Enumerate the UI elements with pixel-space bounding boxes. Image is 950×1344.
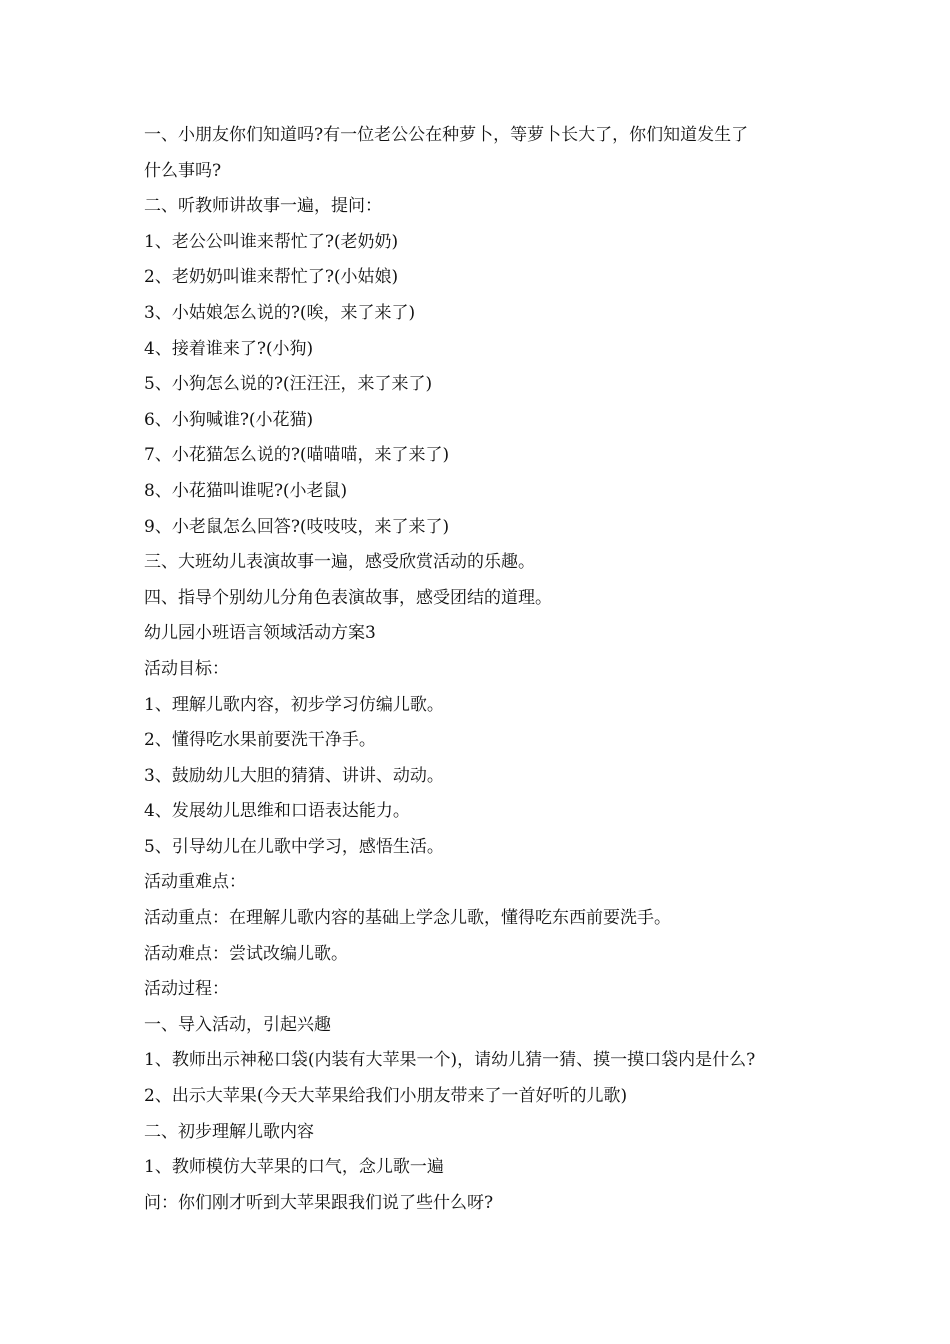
text-line: 1、教师出示神秘口袋(内装有大苹果一个)，请幼儿猜一猜、摸一摸口袋内是什么? [144, 1050, 756, 1071]
text-line: 1、教师模仿大苹果的口气，念儿歌一遍 [144, 1157, 444, 1178]
text-line: 4、接着谁来了?(小狗) [144, 338, 314, 359]
text-line: 8、小花猫叫谁呢?(小老鼠) [144, 480, 348, 501]
text-line: 二、听教师讲故事一遍，提问： [144, 196, 382, 217]
text-line: 2、出示大苹果(今天大苹果给我们小朋友带来了一首好听的儿歌) [144, 1086, 628, 1107]
text-line: 9、小老鼠怎么回答?(吱吱吱，来了来了) [144, 516, 450, 537]
text-line: 活动重难点： [144, 872, 246, 893]
text-line: 1、理解儿歌内容，初步学习仿编儿歌。 [144, 694, 444, 715]
text-line: 2、懂得吃水果前要洗干净手。 [144, 730, 376, 751]
text-line: 三、大班幼儿表演故事一遍，感受欣赏活动的乐趣。 [144, 552, 535, 573]
text-line: 活动目标： [144, 658, 229, 679]
text-line: 二、初步理解儿歌内容 [144, 1121, 314, 1142]
text-line: 一、导入活动，引起兴趣 [144, 1014, 331, 1035]
text-line: 1、老公公叫谁来帮忙了?(老奶奶) [144, 231, 399, 252]
text-line: 活动难点：尝试改编儿歌。 [144, 943, 348, 964]
text-line: 3、小姑娘怎么说的?(唉，来了来了) [144, 302, 416, 323]
text-line: 什么事吗? [144, 160, 222, 181]
text-line: 5、小狗怎么说的?(汪汪汪，来了来了) [144, 374, 433, 395]
text-line: 问：你们刚才听到大苹果跟我们说了些什么呀? [144, 1192, 494, 1213]
text-line: 2、老奶奶叫谁来帮忙了?(小姑娘) [144, 267, 399, 288]
text-line: 活动过程： [144, 979, 229, 1000]
document-body [144, 118, 816, 1221]
section-title: 幼儿园小班语言领域活动方案3 [144, 623, 376, 644]
text-line: 7、小花猫怎么说的?(喵喵喵，来了来了) [144, 445, 450, 466]
text-line: 四、指导个别幼儿分角色表演故事，感受团结的道理。 [144, 587, 552, 608]
text-line: 活动重点：在理解儿歌内容的基础上学念儿歌，懂得吃东西前要洗手。 [144, 908, 671, 929]
text-line: 3、鼓励幼儿大胆的猜猜、讲讲、动动。 [144, 765, 444, 786]
text-line: 6、小狗喊谁?(小花猫) [144, 409, 314, 430]
text-line: 一、小朋友你们知道吗?有一位老公公在种萝卜，等萝卜长大了，你们知道发生了 [144, 125, 749, 145]
text-line: 5、引导幼儿在儿歌中学习，感悟生活。 [144, 836, 444, 857]
text-line: 4、发展幼儿思维和口语表达能力。 [144, 801, 410, 822]
